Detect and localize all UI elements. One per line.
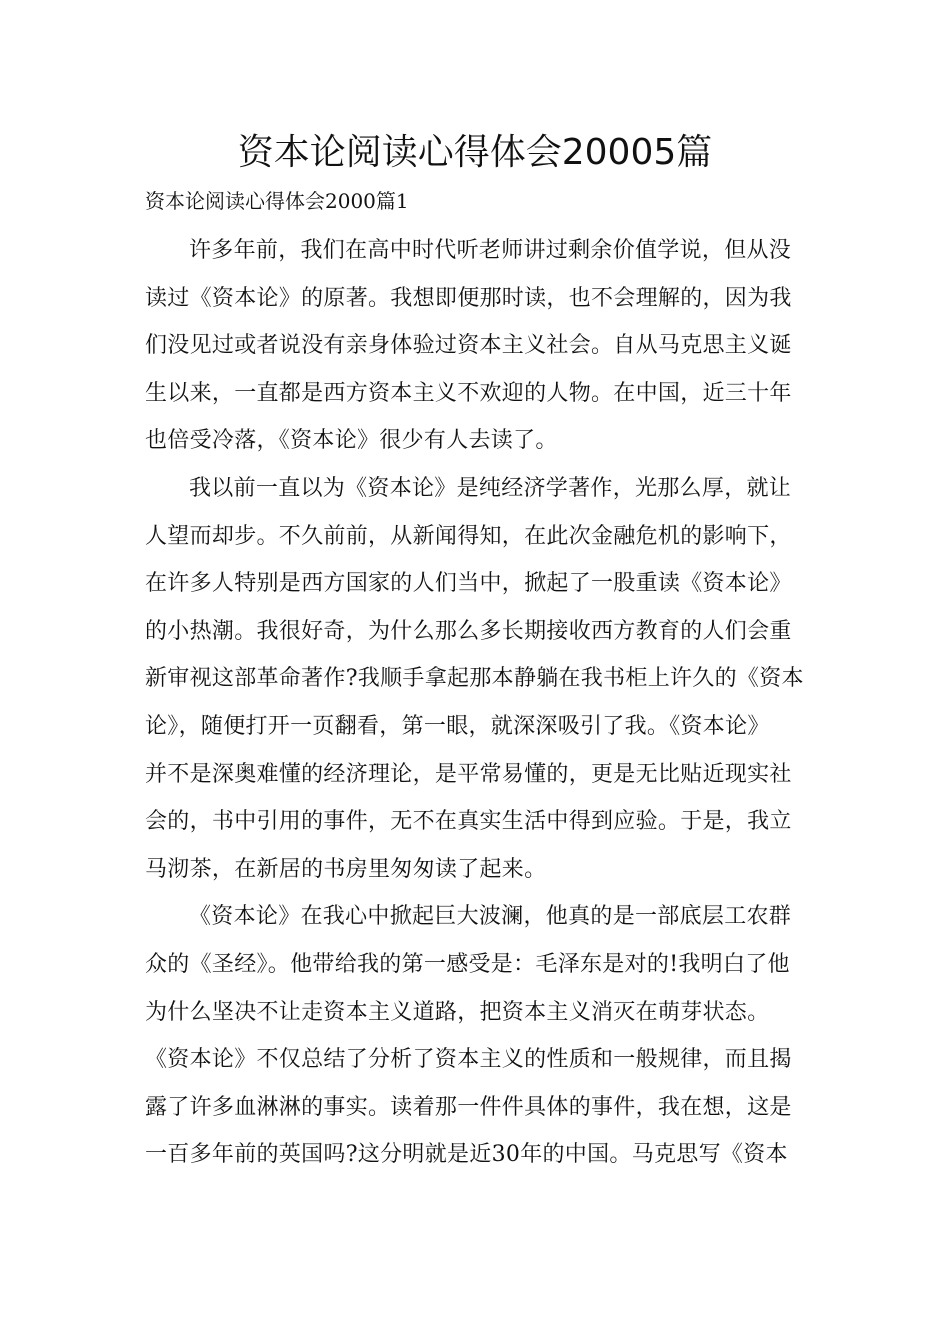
body-line: 为什么坚决不让走资本主义道路，把资本主义消灭在萌芽状态。 <box>145 999 770 1025</box>
body-line: 并不是深奥难懂的经济理论，是平常易懂的，更是无比贴近现实社 <box>145 761 792 787</box>
body-line: 读过《资本论》的原著。我想即便那时读，也不会理解的，因为我 <box>145 285 792 311</box>
body-line: 们没见过或者说没有亲身体验过资本主义社会。自从马克思主义诞 <box>145 333 792 359</box>
body-line: 在许多人特别是西方国家的人们当中，掀起了一股重读《资本论》 <box>145 571 792 597</box>
body-line: 人望而却步。不久前前，从新闻得知，在此次金融危机的影响下， <box>145 523 792 549</box>
body-line: 《资本论》在我心中掀起巨大波澜，他真的是一部底层工农群 <box>189 904 792 930</box>
body-line: 马沏茶，在新居的书房里匆匆读了起来。 <box>145 856 547 882</box>
body-line: 新审视这部革命著作?我顺手拿起那本静躺在我书柜上许久的《资本 <box>145 666 804 692</box>
body-line: 会的，书中引用的事件，无不在真实生活中得到应验。于是，我立 <box>145 809 792 835</box>
body-text <box>145 233 807 1185</box>
body-line: 论》，随便打开一页翻看，第一眼，就深深吸引了我。《资本论》 <box>145 713 770 739</box>
body-line: 的小热潮。我很好奇，为什么那么多长期接收西方教育的人们会重 <box>145 618 792 644</box>
body-line: 生以来，一直都是西方资本主义不欢迎的人物。在中国，近三十年 <box>145 380 792 406</box>
body-line: 露了许多血淋淋的事实。读着那一件件具体的事件，我在想，这是 <box>145 1094 792 1120</box>
page-title: 资本论阅读心得体会20005篇 <box>237 132 713 173</box>
section-heading: 资本论阅读心得体会2000篇1 <box>145 189 409 213</box>
body-line: 许多年前，我们在高中时代听老师讲过剩余价值学说，但从没 <box>189 238 792 263</box>
body-line: 我以前一直以为《资本论》是纯经济学著作，光那么厚，就让 <box>189 475 792 501</box>
body-line: 一百多年前的英国吗?这分明就是近30年的中国。马克思写《资本 <box>145 1142 788 1168</box>
body-line: 《资本论》不仅总结了分析了资本主义的性质和一般规律，而且揭 <box>145 1047 792 1073</box>
body-line: 众的《圣经》。他带给我的第一感受是：毛泽东是对的!我明白了他 <box>145 951 790 977</box>
body-line: 也倍受冷落，《资本论》很少有人去读了。 <box>145 428 558 454</box>
